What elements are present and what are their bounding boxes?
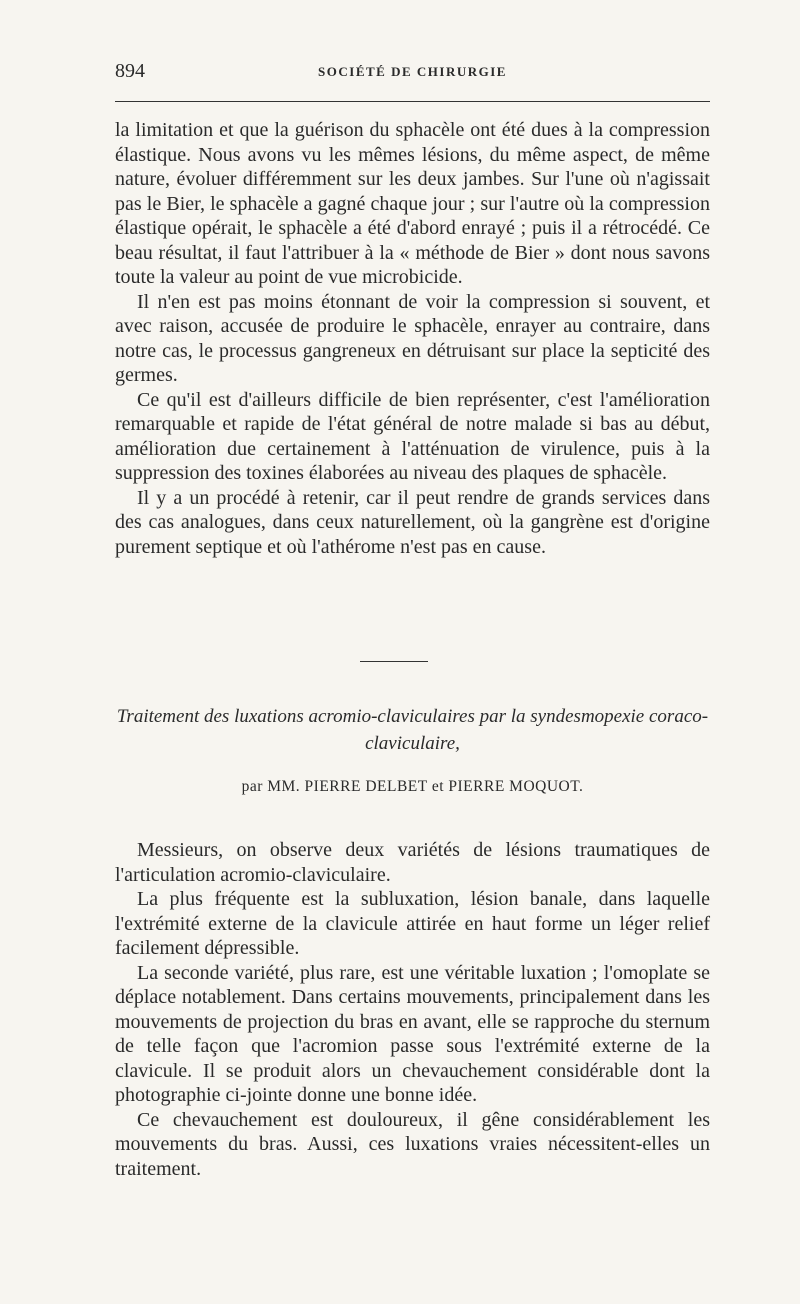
running-head: SOCIÉTÉ DE CHIRURGIE <box>318 64 507 79</box>
article-authors: par MM. PIERRE DELBET et PIERRE MOQUOT. <box>241 778 584 795</box>
paragraph: la limitation et que la guérison du sphacèle ont été dues à la compression élastique. Nous avons vu les mêmes lésions, du même aspect, de même nature, évoluer différemment sur les deux jambes. Sur l'une où n'agissait pas le Bier, le sphacèle a gagné chaque jour ; sur l'autre où la compression élastique opérait, le sphacèle a été d'abord enrayé ; puis il a rétrocédé. Ce beau résultat, il faut l'attribuer à la « méthode de Bier » dont nous savons toute la valeur au point de vue microbicide. <box>115 119 710 288</box>
paragraph: La seconde variété, plus rare, est une véritable luxation ; l'omoplate se déplace notablement. Dans certains mouvements, principalement dans les mouvements de projection du bras en avant, elle se rapproche du sternum de telle façon que l'acromion passe sous l'extrémité externe de la clavicule. Il se produit alors un chevauchement considérable dont la photographie ci-jointe donne une bonne idée. <box>115 961 710 1106</box>
article-body <box>115 838 710 1181</box>
page-header <box>115 60 710 90</box>
article-title: Traitement des luxations acromio-claviculaires par la syndesmopexie coraco-claviculaire, <box>116 706 709 754</box>
header-rule <box>115 101 710 102</box>
previous-article-text <box>115 118 710 559</box>
paragraph: Ce qu'il est d'ailleurs difficile de bien représenter, c'est l'amélioration remarquable et rapide de l'état général de notre malade si bas au début, amélioration due certainement à l'atténuation de virulence, puis à la suppression des toxines élaborées au niveau des plaques de sphacèle. <box>115 388 710 484</box>
page-number: 894 <box>115 60 145 82</box>
section-divider <box>360 661 428 662</box>
paragraph: Messieurs, on observe deux variétés de lésions traumatiques de l'articulation acromio-claviculaire. <box>115 839 710 886</box>
paragraph: Ce chevauchement est douloureux, il gêne considérablement les mouvements du bras. Aussi, ces luxations vraies nécessitent-elles un traitement. <box>115 1108 710 1180</box>
paragraph: La plus fréquente est la subluxation, lésion banale, dans laquelle l'extrémité externe de la clavicule attirée en haut forme un léger relief facilement dépressible. <box>115 888 710 959</box>
paragraph: Il y a un procédé à retenir, car il peut rendre de grands services dans des cas analogues, dans ceux naturellement, où la gangrène est d'origine purement septique et où l'athérome n'est pas en cause. <box>115 486 710 558</box>
paragraph: Il n'en est pas moins étonnant de voir la compression si souvent, et avec raison, accusée de produire le sphacèle, enrayer au contraire, dans notre cas, le processus gangreneux en détruisant sur place la septicité des germes. <box>115 290 710 386</box>
